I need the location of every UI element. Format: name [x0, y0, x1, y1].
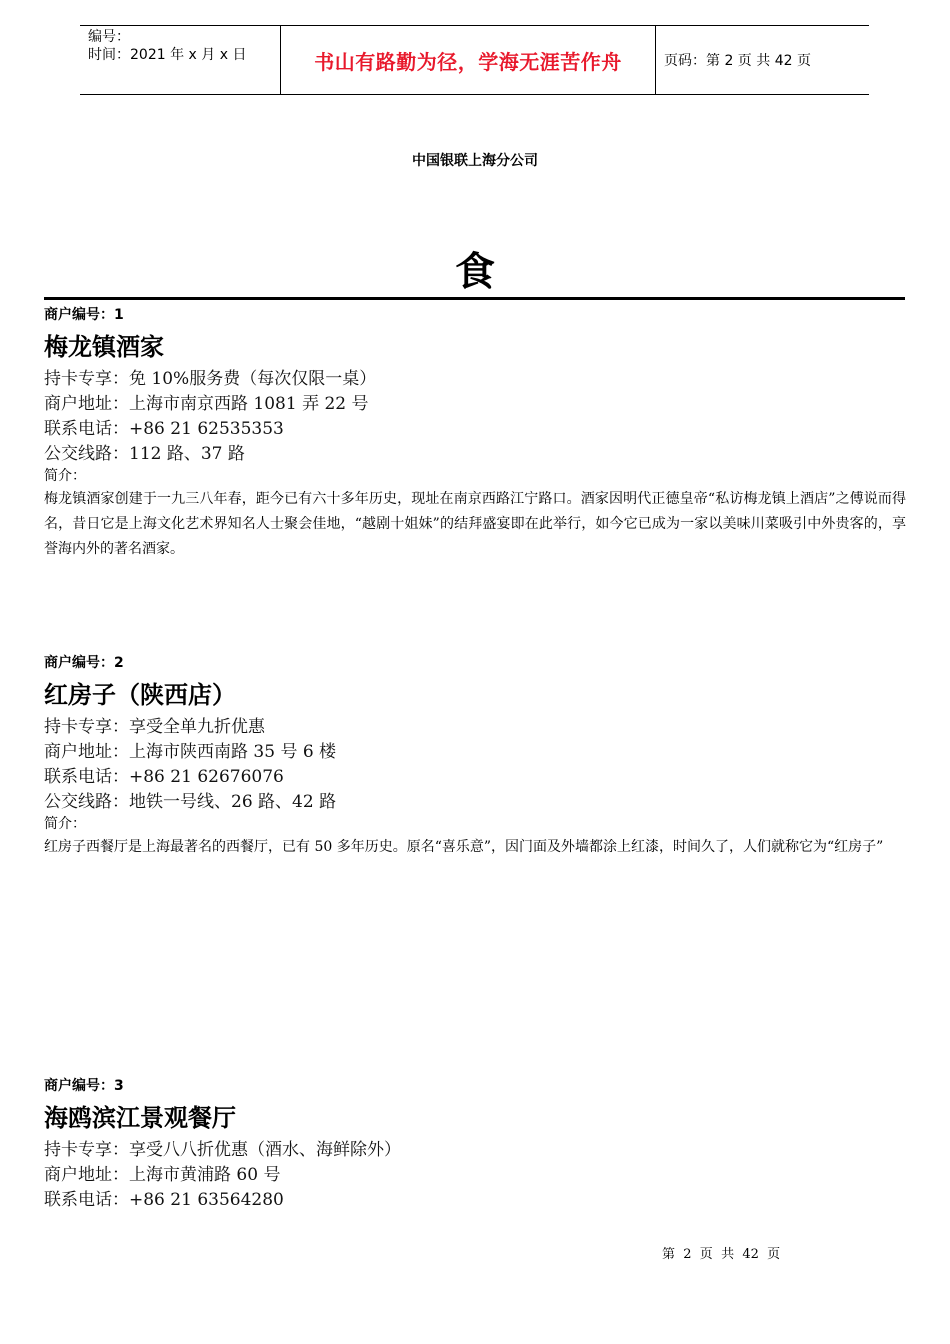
merchant-phone: 联系电话：+86 21 63564280	[44, 1190, 284, 1210]
merchant-address: 商户地址：上海市黄浦路 60 号	[44, 1165, 281, 1185]
merchant-bus: 公交线路：地铁一号线、26 路、42 路	[44, 792, 337, 812]
merchant-number: 商户编号：1	[44, 307, 124, 323]
merchant-offer: 持卡专享：享受八八折优惠（酒水、海鲜除外）	[44, 1140, 401, 1160]
merchant-entry	[44, 653, 906, 860]
header-meta	[88, 28, 278, 64]
merchant-offer: 持卡专享：享受全单九折优惠	[44, 717, 265, 737]
document-header	[80, 25, 869, 95]
merchant-address: 商户地址：上海市陕西南路 35 号 6 楼	[44, 742, 337, 762]
merchant-address: 商户地址：上海市南京西路 1081 弄 22 号	[44, 394, 369, 414]
merchant-phone: 联系电话：+86 21 62676076	[44, 767, 284, 787]
merchant-entry	[44, 1076, 906, 1213]
merchant-intro: 梅龙镇酒家创建于一九三八年春，距今已有六十多年历史，现址在南京西路江宁路口。酒家因明代正德皇帝“私访梅龙镇上酒店”之傅说而得名，昔日它是上海文化艺术界知名人士聚会佳地，“越剧十姐妹”的结拜盛宴即在此举行，如今它已成为一家以美味川菜吸引中外贵客的，享誉海内外的著名酒家。	[44, 491, 906, 557]
page-footer: 第 2 页 共 42 页	[662, 1247, 781, 1262]
merchant-number: 商户编号：2	[44, 655, 124, 671]
merchant-offer: 持卡专享：免 10%服务费（每次仅限一桌）	[44, 369, 377, 389]
time-label: 时间：2021 年 x 月 x 日	[88, 47, 247, 63]
merchant-name: 海鸥滨江景观餐厅	[44, 1104, 236, 1132]
company-name: 中国银联上海分公司	[412, 153, 538, 169]
merchant-intro-label: 简介：	[44, 816, 86, 832]
merchant-intro-label: 简介：	[44, 468, 86, 484]
merchant-intro: 红房子西餐厅是上海最著名的西餐厅，已有 50 多年历史。原名“喜乐意”，因门面及外墙都涂上红漆，时间久了，人们就称它为“红房子”	[44, 839, 884, 855]
merchant-entry	[44, 305, 906, 562]
merchant-phone: 联系电话：+86 21 62535353	[44, 419, 284, 439]
merchant-name: 红房子（陕西店）	[44, 681, 236, 709]
merchant-bus: 公交线路：112 路、37 路	[44, 444, 245, 464]
section-divider	[44, 297, 905, 300]
merchant-name: 梅龙镇酒家	[44, 333, 164, 361]
merchant-number: 商户编号：3	[44, 1078, 124, 1094]
header-motto-cell	[280, 26, 656, 94]
section-title: 食	[455, 249, 495, 295]
header-page-info: 页码：第 2 页 共 42 页	[664, 53, 811, 69]
number-label: 编号：	[88, 29, 130, 45]
motto: 书山有路勤为径，学海无涯苦作舟	[314, 49, 622, 74]
